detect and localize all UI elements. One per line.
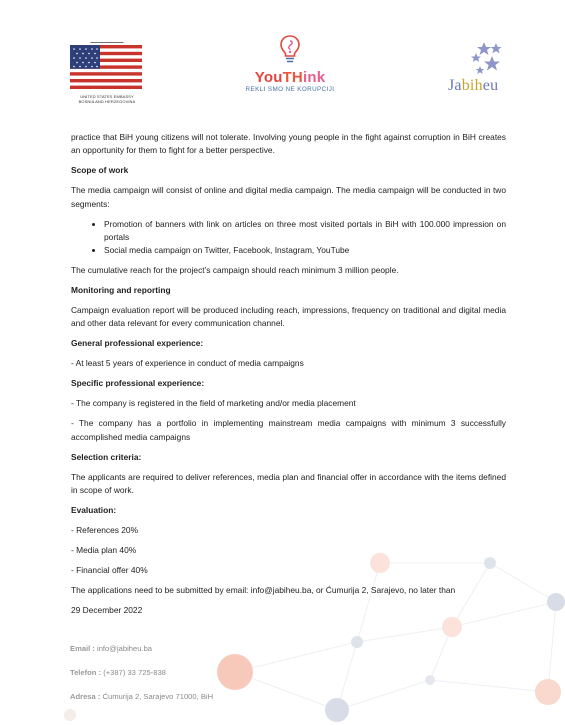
- reach-paragraph: The cumulative reach for the project’s campaign should reach minimum 3 million people.: [71, 265, 399, 276]
- letterhead: [0, 0, 565, 110]
- selection-heading: Selection criteria:: [71, 451, 142, 462]
- jabiheu-ja: Ja: [448, 77, 462, 94]
- specific-experience-item: - The company has a portfolio in implementing mainstream media campaigns with minimum 3 successfully accomplished media campaigns: [71, 418, 506, 442]
- evaluation-item: - Financial offer 40%: [71, 564, 148, 575]
- email-label: Email :: [70, 644, 98, 653]
- youthink-name: [245, 69, 335, 86]
- scope-heading: Scope of work: [71, 165, 129, 176]
- embassy-caption-line1: UNITED STATES EMBASSY: [80, 94, 134, 99]
- phone-label: Telefon :: [70, 668, 104, 677]
- specific-experience-item: - The company is registered in the field of marketing and/or media placement: [71, 398, 356, 409]
- general-experience-item: - At least 5 years of experience in conduct of media campaigns: [71, 358, 304, 369]
- footer-email-row: [70, 644, 213, 668]
- selection-paragraph: The applicants are required to deliver references, media plan and financial offer in accordance with the items defined in scope of work.: [71, 471, 506, 495]
- deadline-date: 29 December 2022: [71, 604, 143, 615]
- footer-address-row: [70, 692, 213, 716]
- evaluation-item: - Media plan 40%: [71, 544, 137, 555]
- jabiheu-eu: eu: [482, 77, 499, 94]
- evaluation-item: - References 20%: [71, 524, 139, 535]
- submission-paragraph: The applications need to be submitted by email: info@jabiheu.ba, or Ćumurija 2, Sarajevo, no later than: [71, 584, 456, 595]
- specific-experience-heading: Specific professional experience:: [71, 378, 205, 389]
- monitoring-paragraph: Campaign evaluation report will be produced including reach, impressions, frequency on traditional and digital media and other data relevant for every communication channel.: [71, 305, 506, 329]
- youthink-tagline: REKLI SMO NE KORUPCIJI: [245, 86, 335, 93]
- address-label: Adresa :: [70, 692, 103, 701]
- stars-icon: [446, 40, 510, 80]
- youthink-name-th: TH: [282, 69, 303, 86]
- email-link[interactable]: info@jabiheu.ba: [97, 644, 153, 653]
- scope-list: [71, 218, 506, 258]
- phone-value: (+387) 33 725-838: [103, 668, 166, 677]
- youthink-logo: [245, 34, 335, 94]
- footer-phone-row: [70, 668, 213, 692]
- evaluation-heading: Evaluation:: [71, 504, 117, 515]
- document-body: [71, 131, 506, 624]
- scope-list-item: • Social media campaign on Twitter, Facebook, Instagram, YouTube: [104, 244, 506, 257]
- lightbulb-icon: [279, 34, 301, 64]
- address-value: Ćumurija 2, Sarajevo 71000, BiH: [102, 692, 214, 701]
- us-flag-icon: [70, 45, 142, 89]
- scope-list-item: • Promotion of banners with link on articles on three most visited portals in BiH with 100.000 impression on portals: [104, 218, 506, 245]
- scope-paragraph: The media campaign will consist of online and digital media campaign. The media campaign will be conducted in two segments:: [71, 185, 506, 209]
- jabiheu-wordmark: [448, 77, 498, 95]
- embassy-caption-top: ▬▬▬▬▬▬▬▬▬▬▬: [90, 40, 124, 44]
- youthink-name-you: You: [254, 69, 283, 86]
- youthink-name-ink: ink: [302, 69, 326, 86]
- contact-footer: [70, 644, 213, 716]
- jabiheu-logo: [446, 40, 510, 100]
- us-embassy-logo: [70, 40, 144, 104]
- embassy-caption-line2: BOSNIA AND HERZEGOVINA: [78, 99, 136, 104]
- jabiheu-bih: bih: [461, 77, 483, 94]
- intro-paragraph: practice that BiH young citizens will not tolerate. Involving young people in the fight against corruption in BiH creates an opportunity for them to fight for a better perspective.: [71, 132, 506, 156]
- monitoring-heading: Monitoring and reporting: [71, 285, 171, 296]
- general-experience-heading: General professional experience:: [71, 338, 204, 349]
